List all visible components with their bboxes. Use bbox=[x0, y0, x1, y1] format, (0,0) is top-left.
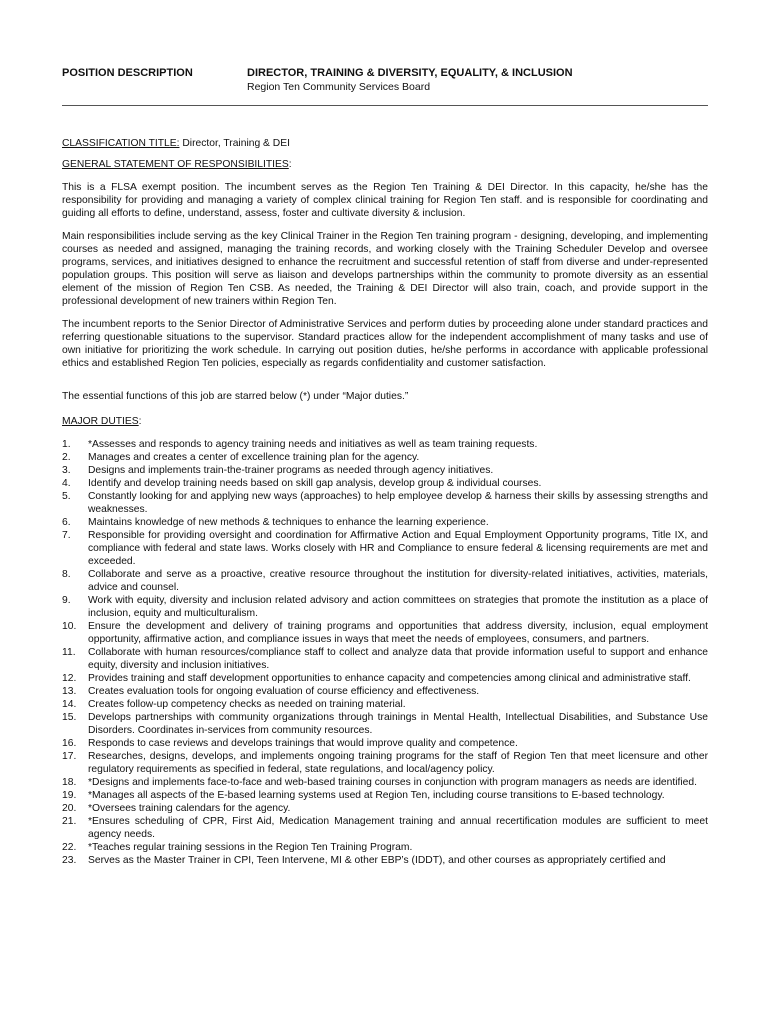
duty-number: 9. bbox=[62, 595, 71, 606]
header-divider bbox=[62, 105, 708, 106]
major-duties-heading-colon: : bbox=[138, 416, 142, 427]
duty-number: 10. bbox=[62, 621, 77, 632]
duty-number: 5. bbox=[62, 491, 71, 502]
duty-item bbox=[62, 841, 708, 854]
general-heading bbox=[62, 158, 708, 171]
duty-item bbox=[62, 477, 708, 490]
duty-text: Creates follow-up competency checks as needed on training material. bbox=[88, 699, 406, 710]
duty-item bbox=[62, 451, 708, 464]
general-heading-colon: : bbox=[288, 159, 292, 170]
duty-text: Collaborate with human resources/compliance staff to collect and analyze data that provide information useful to support and enhance equity, diversity and inclusion initiatives. bbox=[88, 647, 708, 671]
duty-item bbox=[62, 568, 708, 594]
duty-number: 4. bbox=[62, 478, 71, 489]
duty-text: Responds to case reviews and develops trainings that would improve quality and competence. bbox=[88, 738, 518, 749]
position-description-label: POSITION DESCRIPTION bbox=[62, 67, 193, 79]
classification-label: CLASSIFICATION TITLE: bbox=[62, 138, 180, 149]
duty-text: *Assesses and responds to agency training needs and initiatives as well as team training requests. bbox=[88, 439, 538, 450]
duty-number: 1. bbox=[62, 439, 71, 450]
duty-text: Designs and implements train-the-trainer programs as needed through agency initiatives. bbox=[88, 465, 494, 476]
duty-item bbox=[62, 685, 708, 698]
classification-value: Director, Training & DEI bbox=[182, 138, 290, 149]
duty-number: 12. bbox=[62, 673, 77, 684]
duty-item bbox=[62, 646, 708, 672]
duty-item bbox=[62, 711, 708, 737]
duty-item bbox=[62, 789, 708, 802]
duty-item bbox=[62, 698, 708, 711]
duty-item bbox=[62, 854, 708, 867]
duty-text: Provides training and staff development opportunities to enhance capacity and competencies among clinical and administrative staff. bbox=[88, 673, 691, 684]
paragraph-reporting: The incumbent reports to the Senior Director of Administrative Services and perform duties by proceeding alone under standard practices and referring questionable situations to the supervisor. Standard practices allow for the independent accomplishment of many tasks and use of own initiative for prioritizing the work schedule. In carrying out position duties, he/she performs in accordance with applicable professional ethics and established Region Ten policies, especially as regards confidentiality and customer satisfaction. bbox=[62, 319, 708, 369]
duty-text: Identify and develop training needs based on skill gap analysis, develop group & individual courses. bbox=[88, 478, 542, 489]
duty-item bbox=[62, 516, 708, 529]
duty-text: *Manages all aspects of the E-based learning systems used at Region Ten, including course transitions to E-based technology. bbox=[88, 790, 665, 801]
organization-name: Region Ten Community Services Board bbox=[247, 81, 431, 93]
general-heading-text: GENERAL STATEMENT OF RESPONSIBILITIES bbox=[62, 159, 289, 170]
duty-number: 8. bbox=[62, 569, 71, 580]
duty-number: 11. bbox=[62, 647, 76, 658]
essential-functions-note: The essential functions of this job are starred below (*) under “Major duties.” bbox=[62, 391, 409, 402]
duty-text: Responsible for providing oversight and coordination for Affirmative Action and Equal Employment Opportunity programs, Title IX, and compliance with federal and state laws. Works closely with HR and Compliance to ensure federal & licensing requirements are met and exceeded. bbox=[88, 530, 708, 567]
duty-item bbox=[62, 594, 708, 620]
major-duties-heading-text: MAJOR DUTIES bbox=[62, 416, 139, 427]
duty-item bbox=[62, 776, 708, 789]
duty-number: 16. bbox=[62, 738, 77, 749]
job-title: DIRECTOR, TRAINING & DIVERSITY, EQUALITY, & INCLUSION bbox=[247, 67, 573, 79]
duty-text: Work with equity, diversity and inclusion related advisory and action committees on strategies that promote the institution as a place of inclusion, equity and multiculturalism. bbox=[88, 595, 708, 619]
duty-item bbox=[62, 620, 708, 646]
duty-number: 19. bbox=[62, 790, 77, 801]
duty-text: Ensure the development and delivery of training programs and opportunities that address diversity, inclusion, equal employment opportunity, affirmative action, and compliance issues in ways that meet the needs of employees, consumers, and partners. bbox=[88, 621, 708, 645]
duty-item bbox=[62, 672, 708, 685]
duty-item bbox=[62, 815, 708, 841]
duty-item bbox=[62, 490, 708, 516]
document-body bbox=[62, 137, 708, 867]
duty-item bbox=[62, 464, 708, 477]
major-duties-heading bbox=[62, 415, 708, 428]
duty-text: *Oversees training calendars for the agency. bbox=[88, 803, 291, 814]
duty-number: 14. bbox=[62, 699, 77, 710]
classification-line bbox=[62, 137, 708, 150]
duty-item bbox=[62, 802, 708, 815]
duty-number: 7. bbox=[62, 530, 71, 541]
duty-number: 23. bbox=[62, 855, 77, 866]
duty-text: *Designs and implements face-to-face and web-based training courses in conjunction with program managers as needs are identified. bbox=[88, 777, 697, 788]
duty-text: Constantly looking for and applying new ways (approaches) to help employee develop & harness their skills by assessing strengths and weaknesses. bbox=[88, 491, 708, 515]
duty-number: 22. bbox=[62, 842, 77, 853]
duty-number: 21. bbox=[62, 816, 77, 827]
duty-text: Creates evaluation tools for ongoing evaluation of course efficiency and effectiveness. bbox=[88, 686, 480, 697]
duty-number: 17. bbox=[62, 751, 77, 762]
duty-text: Researches, designs, develops, and implements ongoing training programs for the staff of Region Ten that meet licensure and other regulatory requirements as specified in federal, state regulations, and local/agency policy. bbox=[88, 751, 708, 775]
duty-number: 18. bbox=[62, 777, 77, 788]
duty-number: 3. bbox=[62, 465, 71, 476]
duty-item bbox=[62, 750, 708, 776]
duty-number: 20. bbox=[62, 803, 77, 814]
duty-text: Develops partnerships with community organizations through trainings in Mental Health, Intellectual Disabilities, and Substance Use Disorders. Coordinates in-services from community resources. bbox=[88, 712, 708, 736]
duty-text: *Ensures scheduling of CPR, First Aid, Medication Management training and annual recertification modules are sufficient to meet agency needs. bbox=[88, 816, 708, 840]
duty-number: 15. bbox=[62, 712, 77, 723]
duty-number: 2. bbox=[62, 452, 71, 463]
duty-item bbox=[62, 529, 708, 568]
paragraph-flsa: This is a FLSA exempt position. The incumbent serves as the Region Ten Training & DEI Director. In this capacity, he/she has the responsibility for providing and managing a variety of complex clinical training for Region Ten staff. and is responsible for coordinating and guiding all efforts to define, understand, assess, foster and cultivate diversity & inclusion. bbox=[62, 182, 708, 219]
major-duties-list bbox=[62, 438, 708, 867]
duty-number: 6. bbox=[62, 517, 71, 528]
duty-text: Collaborate and serve as a proactive, creative resource throughout the institution for diversity-related initiatives, activities, materials, advice and counsel. bbox=[88, 569, 708, 593]
duty-number: 13. bbox=[62, 686, 77, 697]
header-block bbox=[247, 67, 573, 94]
duty-item bbox=[62, 737, 708, 750]
duty-text: Maintains knowledge of new methods & techniques to enhance the learning experience. bbox=[88, 517, 489, 528]
duty-text: Manages and creates a center of excellence training plan for the agency. bbox=[88, 452, 420, 463]
duty-item bbox=[62, 438, 708, 451]
paragraph-responsibilities: Main responsibilities include serving as the key Clinical Trainer in the Region Ten training program - designing, developing, and implementing courses as needed and assigned, managing the training records, and working closely with the Training Scheduler Develop and oversee programs, services, and initiatives designed to enhance the recruitment and successful retention of staff from diverse and under-represented population groups. This position will serve as liaison and develops partnerships within the community to promote diversity as an essential element of the mission of Region Ten CSB. As needed, the Training & DEI Director will also train, coach, and provide support in the professional development of new trainers within Region Ten. bbox=[62, 231, 708, 307]
duty-text: Serves as the Master Trainer in CPI, Teen Intervene, MI & other EBP’s (IDDT), and other courses as appropriately certified and bbox=[88, 855, 666, 866]
duty-text: *Teaches regular training sessions in the Region Ten Training Program. bbox=[88, 842, 413, 853]
